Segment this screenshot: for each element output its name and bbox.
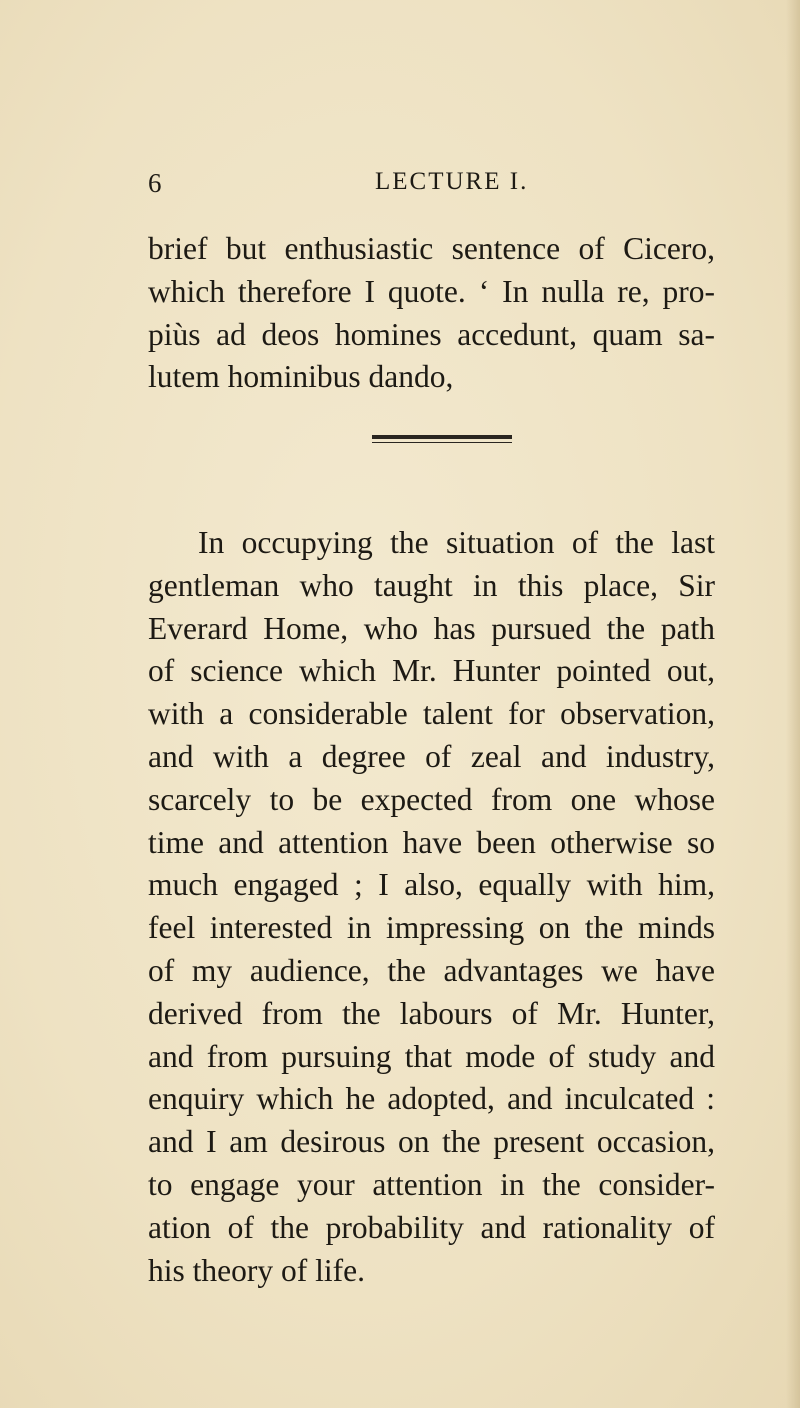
text-line: and with a degree of zeal and industry, bbox=[148, 738, 715, 774]
text-line: of my audience, the advantages we have bbox=[148, 952, 715, 988]
text-line: of science which Mr. Hunter pointed out, bbox=[148, 653, 715, 689]
text-line: brief but enthusiastic sentence of Cicero, bbox=[148, 231, 715, 266]
text-line: gentleman who taught in this place, Sir bbox=[148, 567, 715, 603]
text-line: with a considerable talent for observation, bbox=[148, 696, 715, 732]
text-line: which therefore I quote. ‘ In nulla re, pro- bbox=[148, 273, 715, 309]
text-line: Everard Home, who has pursued the path bbox=[148, 610, 715, 646]
text-line: time and attention have been otherwise so bbox=[148, 824, 715, 860]
running-head: LECTURE I. bbox=[375, 168, 529, 195]
text-line: and from pursuing that mode of study and bbox=[148, 1038, 715, 1074]
text-line: his theory of life. bbox=[148, 1252, 365, 1288]
paragraph-cicero-quote bbox=[148, 228, 715, 399]
page-edge-shadow bbox=[786, 0, 800, 1408]
text-line: scarcely to be expected from one whose bbox=[148, 781, 715, 817]
page-number: 6 bbox=[148, 168, 163, 198]
text-line: much engaged ; I also, equally with him, bbox=[148, 867, 715, 903]
text-line: lutem hominibus dando, bbox=[148, 359, 454, 395]
text-line: to engage your attention in the consider- bbox=[148, 1166, 715, 1202]
text-line: ation of the probability and rationality of bbox=[148, 1209, 715, 1245]
section-divider bbox=[372, 435, 512, 439]
text-line: piùs ad deos homines accedunt, quam sa- bbox=[148, 316, 715, 352]
paragraph-occupying-situation bbox=[148, 522, 715, 1292]
text-line: In occupying the situation of the last bbox=[198, 525, 715, 560]
text-line: enquiry which he adopted, and inculcated : bbox=[148, 1081, 715, 1117]
text-line: derived from the labours of Mr. Hunter, bbox=[148, 995, 715, 1031]
text-line: feel interested in impressing on the minds bbox=[148, 910, 715, 946]
text-line: and I am desirous on the present occasion, bbox=[148, 1124, 715, 1160]
